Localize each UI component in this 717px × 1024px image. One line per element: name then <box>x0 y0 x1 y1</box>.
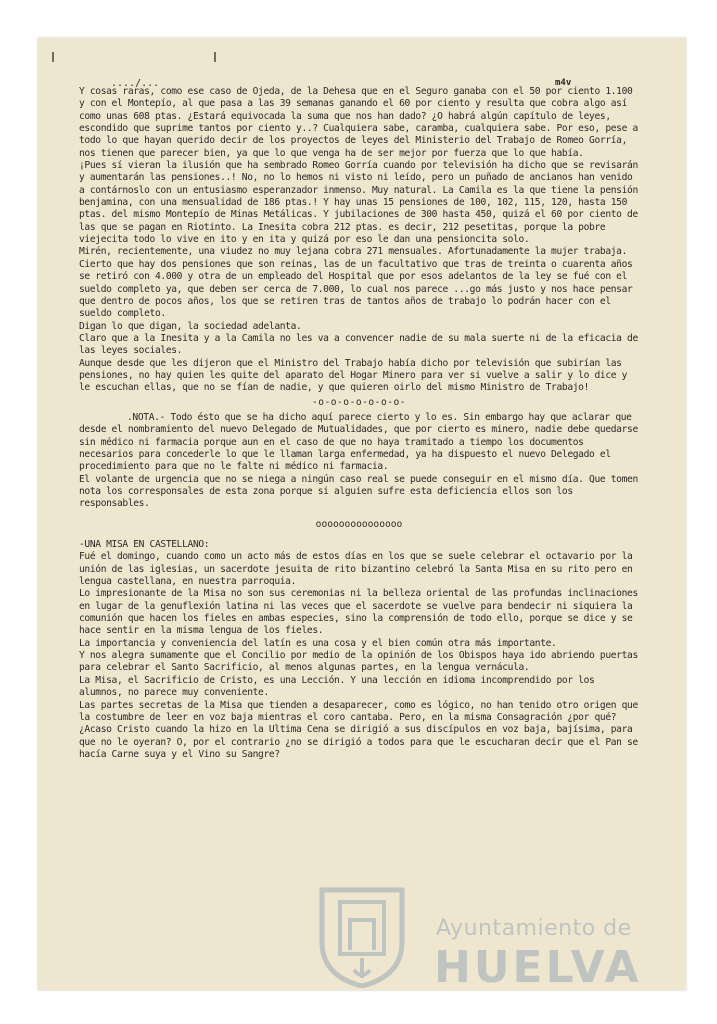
paragraph: Y cosas raras, como ese caso de Ojeda, de la Dehesa que en el Seguro ganaba con el 50 por ciento 1.100 y con el Montepío, al que pasa a las 39 semanas ganando el 60 por ciento y resulta que cobra algo así como unas 608 ptas. ¿Estará equivocada la suma que nos han dado? ¿O habrá algún capítulo de leyes, escondido que suprime tantos por ciento y..? Cualquiera sabe, caramba, cualquiera sabe. Por eso, pese a todo lo que hayan querido decir de los proyectos de leyes del Ministerio del Trabajo de Romeo Gorría, nos tienen que parecer bien, ya que lo que venga ha de ser mejor por fuerza que lo que había. <box>79 86 638 159</box>
paragraph: La Misa, el Sacrificio de Cristo, es una Lección. Y una lección en idioma incomprendido por los alumnos, no parece muy conveniente. <box>79 674 595 699</box>
paragraph: Fué el domingo, cuando como un acto más de estos días en los que se suele celebrar el octavario por la unión de las iglesias, un sacerdote jesuita de rito bizantino celebró la Santa Misa en su rito pero en lengua castellana, en nuestra parroquia. <box>79 551 633 588</box>
margin-mark <box>214 52 216 62</box>
margin-mark <box>52 52 54 62</box>
paragraph: Lo impresionante de la Misa no son sus ceremonias ni la belleza oriental de las profundas inclinaciones en lugar de la genuflexión latina ni las veces que el sacerdote se vuelve para bendecir ni siquiera la comunión que hacen los fieles en ambas especies, sino la comprensión de todo ello, porque se dice y se hace sentir en la misma lengua de los fieles. <box>79 588 638 637</box>
document-body <box>79 86 639 761</box>
paragraph: Mirén, recientemente, una viudez no muy lejana cobra 271 mensuales. Afortunadamente la mujer trabaja. <box>79 246 628 258</box>
section-heading: -UNA MISA EN CASTELLANO: <box>79 539 210 551</box>
page-continuation-marker: ..../... <box>111 78 160 89</box>
nota-paragraph: El volante de urgencia que no se niega a ningún caso real se puede conseguir en el mismo día. Que tomen nota los corresponsales de esta zona porque si alguien sufre esta deficiencia ellos son los responsables. <box>79 473 638 510</box>
paragraph: Las partes secretas de la Misa que tienden a desaparecer, como es lógico, no han tenido otro origen que la costumbre de leer en voz baja mientras el coro cantaba. Pero, en la misma Consagración ¿por qué? ¿Acaso Cristo cuando la hizo en la Ultima Cena se dirigió a sus discípulos en voz baja, bajísima, para que no le oyeran? O, por el contrario ¿no se dirigió a todos para que le escucharan decir que el Pan se hacía Carne suya y el Vino su Sangre? <box>79 699 638 760</box>
paragraph: Aunque desde que les dijeron que el Ministro del Trabajo había dicho por televisión que subirían las pensiones, no hay quien les quite del aparato del Hogar Minero para ver si vuelve a salir y lo dice y le escuchan ellas, que no se fían de nadie, y que quieren oirlo del mismo Ministro de Trabajo! <box>79 357 628 394</box>
watermark-line2: HUELVA <box>434 942 642 993</box>
watermark-line1: Ayuntamiento de <box>436 916 632 941</box>
section-separator: ooooooooooooooo <box>315 518 403 530</box>
paragraph: Y nos alegra sumamente que el Concilio por medio de la opinión de los Obispos haya ido abriendo puertas para celebrar el Santo Sacrificio, al menos algunas partes, en la lengua vernácula. <box>79 650 638 674</box>
corner-mark: m4v <box>555 78 572 88</box>
paragraph: ¡Pues sí vieran la ilusión que ha sembrado Romeo Gorría cuando por televisión ha dicho que se revisarán y aumentarán las pensiones..! No, no lo hemos ni visto ni leído, pero un puñado de ancianos han venido a contárnoslo con un entusiasmo esperanzador inmenso. Muy natural. La Camila es la que tiene la pensión benjamina, con una mensualidad de 186 ptas.! Y hay unas 15 pensiones de 100, 102, 115, 120, hasta 150 ptas. del mismo Montepío de Minas Metálicas. Y jubilaciones de 300 hasta 450, quizá el 60 por ciento de las que se pagan en Riotinto. La Inesita cobra 212 ptas. es decir, 212 pesetitas, porque la pobre viejecita todo lo vive en ito y en ita y quizá por eso le dan una pensioncita solo. <box>79 160 638 246</box>
coat-of-arms-icon <box>312 880 412 988</box>
paragraph: La importancia y conveniencia del latín es una cosa y el bien común otra más importante. <box>79 637 557 649</box>
paragraph: Digan lo que digan, la sociedad adelanta. <box>79 320 302 332</box>
paragraph: Cierto que hay dos pensiones que son reinas, las de un facultativo que tras de treinta o cuarenta años se retiró con 4.000 y otra de un empleado del Hospital que por esos adelantos de la ley se fué con el sueldo completo ya, que deben ser cerca de 7.000, lo cual nos parece ...go más justo y nos hace pensar que dentro de pocos años, los que se retiren tras de tantos años de trabajo lo podrán hacer con el sueldo completo. <box>79 258 633 320</box>
paragraph: Claro que a la Inesita y a la Camila no les va a convencer nadie de su mala suerte ni de la eficacia de las leyes sociales. <box>79 332 638 357</box>
archive-watermark <box>306 880 646 993</box>
nota-paragraph: .NOTA.- Todo ésto que se ha dicho aquí parece cierto y lo es. Sin embargo hay que aclarar que desde el nombramiento del nuevo Delegado de Mutualidades, que por cierto es minero, nadie debe quedarse sin médico ni farmacia porque aun en el caso de que no haya tramitado a tiempo los documentos necesarios para concederle lo que le llaman larga enfermedad, ya ha dispuesto el nuevo Delegado el procedimiento para que no le falte ni médico ni farmacia. <box>79 411 638 473</box>
section-separator: -o-o-o-o-o-o-o- <box>311 396 407 408</box>
